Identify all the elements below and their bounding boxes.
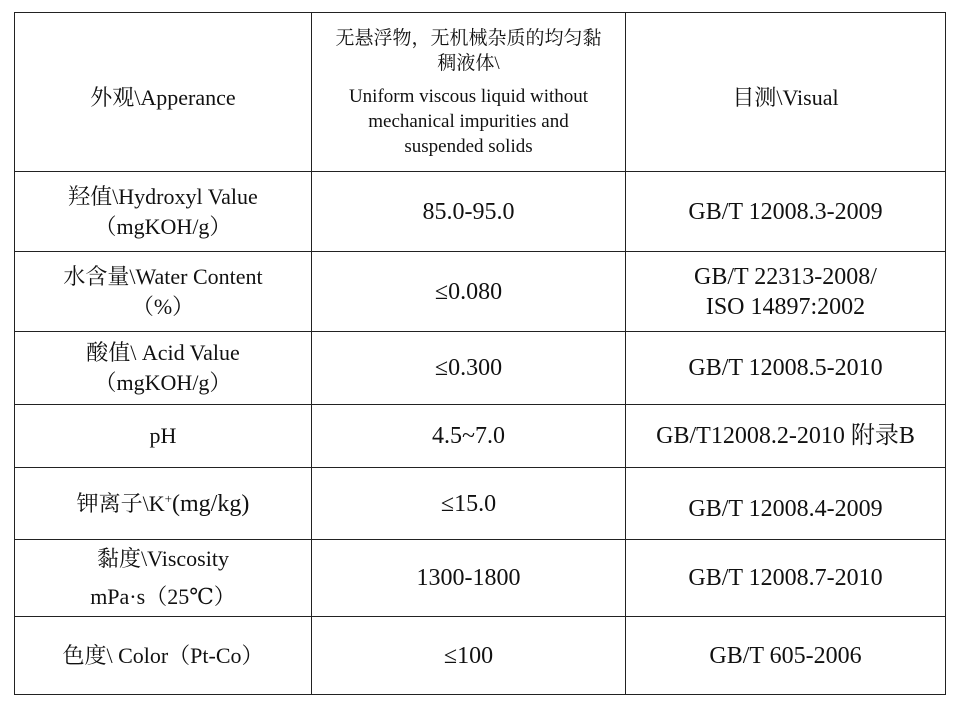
value-text: ≤15.0	[440, 490, 497, 517]
value-text: ≤0.080	[434, 278, 503, 305]
value-line: Uniform viscous liquid without	[348, 85, 589, 107]
value-cell	[312, 252, 626, 332]
value-text: 1300-1800	[416, 565, 521, 591]
property-label: 羟值\Hydroxyl Value	[68, 183, 258, 209]
table-row	[15, 332, 946, 405]
table-row	[15, 540, 946, 617]
value-cell	[312, 405, 626, 468]
value-cell	[312, 172, 626, 252]
table-row	[15, 172, 946, 252]
method-cell	[626, 332, 946, 405]
property-cell	[15, 252, 312, 332]
property-label: 水含量\Water Content	[63, 263, 263, 289]
value-cell	[312, 540, 626, 617]
value-text: ≤0.300	[434, 355, 503, 381]
value-text: 85.0-95.0	[422, 198, 515, 225]
property-label	[19, 489, 307, 519]
value-text: ≤100	[443, 642, 494, 669]
method-cell	[626, 13, 946, 172]
table-row	[15, 252, 946, 332]
table-row	[15, 13, 946, 172]
property-unit: mPa·s（25℃）	[90, 584, 236, 609]
method-cell	[626, 172, 946, 252]
value-cell	[312, 617, 626, 695]
method-cell	[626, 252, 946, 332]
value-text: 4.5~7.0	[432, 423, 505, 449]
method-text: GB/T 12008.5-2010	[688, 355, 883, 381]
value-line: mechanical impurities and	[368, 110, 569, 132]
method-text: GB/T 22313-2008/	[694, 263, 877, 290]
method-text: GB/T 12008.3-2009	[688, 198, 883, 225]
property-cell	[15, 172, 312, 252]
property-label: 黏度\Viscosity	[97, 546, 229, 571]
method-text: GB/T12008.2-2010 附录B	[656, 423, 915, 449]
method-text: GB/T 12008.4-2009	[688, 495, 883, 522]
property-cell	[15, 332, 312, 405]
value-line: suspended solids	[404, 135, 533, 157]
property-label: 外观\Apperance	[90, 85, 236, 110]
method-cell	[626, 405, 946, 468]
value-cell	[312, 468, 626, 540]
value-cell	[312, 13, 626, 172]
property-unit: （%）	[131, 293, 195, 319]
property-label: 色度\ Color（Pt-Co）	[62, 642, 264, 668]
property-label: pH	[149, 423, 177, 448]
property-cell	[15, 468, 312, 540]
value-line: 无悬浮物，无机械杂质的均匀黏	[335, 27, 602, 49]
value-cell	[312, 332, 626, 405]
method-text: GB/T 605-2006	[709, 642, 862, 669]
superscript-plus: +	[164, 490, 173, 506]
property-cell	[15, 540, 312, 617]
table-row	[15, 405, 946, 468]
property-unit: （mgKOH/g）	[94, 213, 232, 239]
property-label: 酸值\ Acid Value	[86, 340, 240, 365]
property-unit: (mg/kg)	[172, 490, 250, 517]
method-label: 目测\Visual	[732, 85, 839, 110]
value-line: 稠液体\	[437, 52, 500, 74]
property-cell	[15, 405, 312, 468]
table-row	[15, 617, 946, 695]
specification-table	[14, 12, 946, 695]
method-cell	[626, 540, 946, 617]
method-text: GB/T 12008.7-2010	[688, 565, 883, 591]
property-cell	[15, 617, 312, 695]
method-cell	[626, 617, 946, 695]
method-text: ISO 14897:2002	[705, 293, 866, 320]
property-cell	[15, 13, 312, 172]
property-unit: （mgKOH/g）	[94, 370, 232, 395]
table-row	[15, 468, 946, 540]
property-label-main: 钾离子\K	[76, 490, 165, 516]
method-cell	[626, 468, 946, 540]
